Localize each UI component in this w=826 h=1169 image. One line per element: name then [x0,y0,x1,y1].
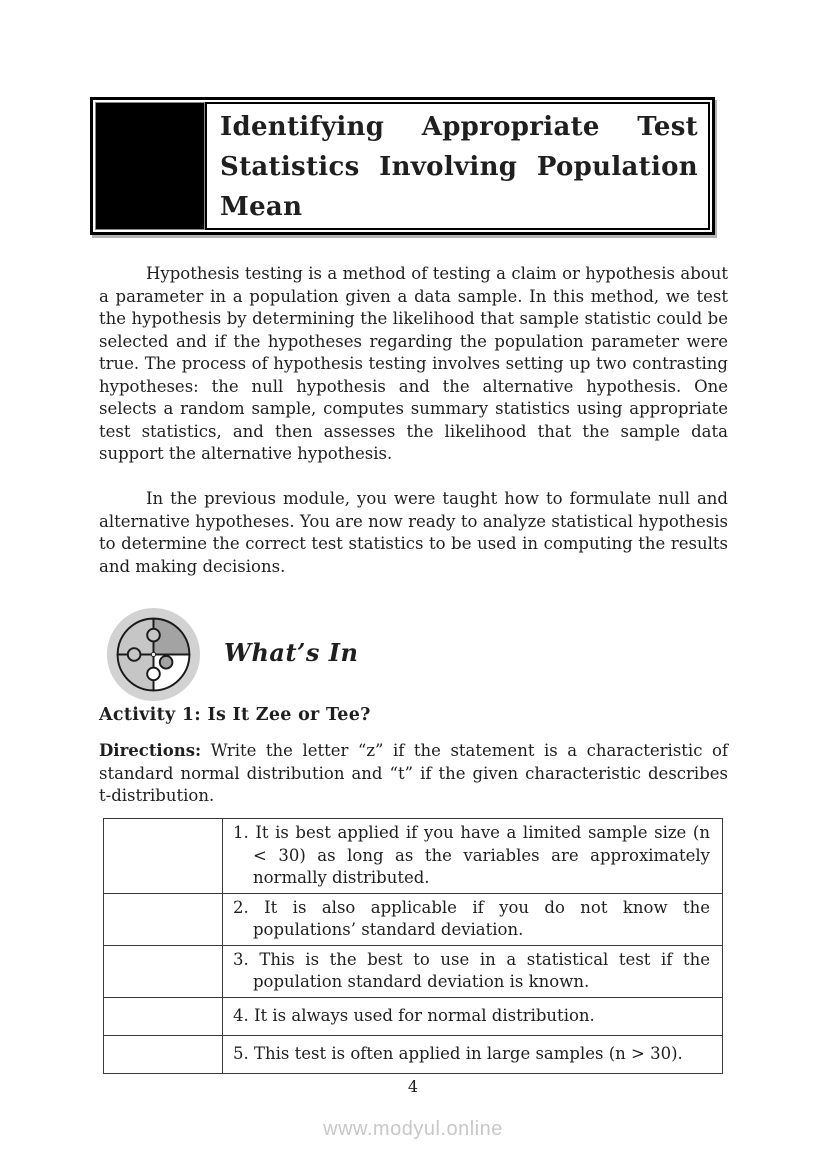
statement-text: 3. This is the best to use in a statistical test if the population standard deviation is known. [233,949,710,991]
directions-label: Directions: [99,741,202,760]
activity-directions [99,740,728,808]
table-row [104,997,723,1035]
table-row [104,1035,723,1073]
page-number: 4 [407,1077,419,1096]
intro-paragraph-1: Hypothesis testing is a method of testing a claim or hypothesis about a parameter in a population given a data sample. In this method, we test the hypothesis by determining the likelihood that sample statistic could be selected and if the hypotheses regarding the population parameter were true. The process of hypothesis testing involves setting up two contrasting hypotheses: the null hypothesis and the alternative hypothesis. One selects a random sample, computes summary statistics using appropriate test statistics, and then assesses the likelihood that the sample data support the alternative hypothesis. [99,264,728,463]
statement-cell [223,945,723,997]
statement-cell [223,997,723,1035]
section-heading-whats-in: What’s In [224,638,359,667]
banner-black-block [95,102,205,230]
title-banner-inner [95,102,710,230]
answer-blank-cell[interactable] [104,945,223,997]
lesson-title: Identifying Appropriate Test Statistics Involving Population Mean [205,102,710,230]
answer-blank-cell[interactable] [104,819,223,894]
answer-blank-cell[interactable] [104,1035,223,1073]
table-row [104,819,723,894]
statement-text: 5. This test is often applied in large samples (n > 30). [233,1043,683,1063]
statement-text: 4. It is always used for normal distribution. [233,1005,595,1025]
activity-table-body [104,819,723,1074]
statement-cell [223,1035,723,1073]
statement-cell [223,893,723,945]
statement-text: 1. It is best applied if you have a limited sample size (n < 30) as long as the variables are approximately normally distributed. [233,823,710,887]
intro-paragraph-2: In the previous module, you were taught how to formulate null and alternative hypotheses. You are now ready to analyze statistical hypothesis to determine the correct test statistics to be used in computing the results and making decisions. [99,489,728,576]
table-row [104,945,723,997]
activity-title: Activity 1: Is It Zee or Tee? [99,705,371,725]
directions-text: Write the letter “z” if the statement is a characteristic of standard normal distribution and “t” if the given characteristic describes t-distribution. [99,741,728,805]
statement-text: 2. It is also applicable if you do not know the populations’ standard deviation. [233,897,710,939]
answer-blank-cell[interactable] [104,997,223,1035]
answer-blank-cell[interactable] [104,893,223,945]
activity-table [103,818,723,1074]
table-row [104,893,723,945]
puzzle-icon [105,606,202,703]
watermark-text: www.modyul.online [323,1118,503,1140]
title-banner [90,97,715,235]
statement-cell [223,819,723,894]
